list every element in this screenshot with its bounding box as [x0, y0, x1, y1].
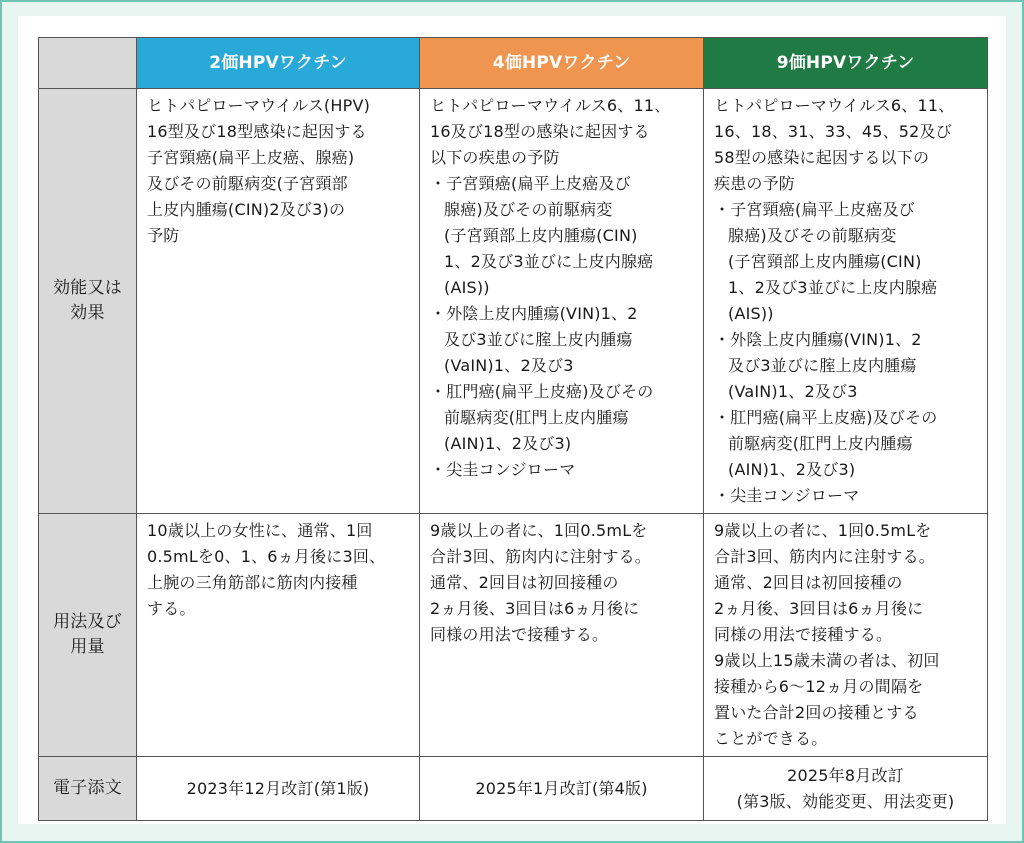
text-line: 子宮頸癌(扁平上皮癌、腺癌)	[147, 148, 355, 167]
bullet-continuation: (AIN)1、2及び3)	[728, 460, 856, 479]
list-item	[714, 405, 979, 483]
text-line: 16、18、31、33、45、52及び	[714, 122, 952, 141]
bullet-continuation: (子宮頸部上皮内腫瘍(CIN)	[444, 226, 638, 245]
package-insert-9valent: 2025年8月改訂 (第3版、効能変更、用法変更)	[704, 757, 988, 821]
bullet-line: ・肛門癌(扁平上皮癌)及びその	[430, 382, 654, 401]
package-insert-2valent: 2023年12月改訂(第1版)	[137, 757, 420, 821]
bullet-continuation: (VaIN)1、2及び3	[728, 382, 858, 401]
dosage-row	[39, 514, 988, 757]
text-line: ヒトパピローマウイルス(HPV)	[147, 96, 371, 115]
text-line: 通常、2回目は初回接種の	[430, 573, 619, 592]
dosage-9valent	[704, 514, 988, 757]
text-line: 10歳以上の女性に、通常、1回	[147, 521, 373, 540]
bullet-continuation: (AIN)1、2及び3)	[444, 434, 572, 453]
text-line: 予防	[147, 226, 180, 245]
bullet-continuation: 腺癌)及びその前駆病変	[728, 226, 897, 245]
bullet-line: ・子宮頸癌(扁平上皮癌及び	[714, 200, 915, 219]
text-line: 通常、2回目は初回接種の	[714, 573, 903, 592]
bullet-line: ・尖圭コンジローマ	[430, 460, 576, 479]
efficacy-label: 効能又は 効果	[39, 89, 137, 514]
bullet-line: ・子宮頸癌(扁平上皮癌及び	[430, 174, 631, 193]
bullet-line: ・尖圭コンジローマ	[714, 486, 860, 505]
header-9valent: 9価HPVワクチン	[704, 38, 988, 89]
bullet-continuation: 1、2及び3並びに上皮内腺癌	[728, 278, 938, 297]
bullet-continuation: (AIS))	[444, 278, 490, 297]
efficacy-4valent-intro	[430, 93, 695, 171]
dosage-label: 用法及び 用量	[39, 514, 137, 757]
header-corner-cell	[39, 38, 137, 89]
package-insert-row	[39, 757, 988, 821]
text-line: 接種から6〜12ヵ月の間隔を	[714, 677, 924, 696]
text-line: 58型の感染に起因する以下の	[714, 148, 930, 167]
dosage-4valent	[420, 514, 704, 757]
text-line: 合計3回、筋肉内に注射する。	[714, 547, 935, 566]
bullet-line: ・肛門癌(扁平上皮癌)及びその	[714, 408, 938, 427]
list-item	[714, 327, 979, 405]
text-line: 以下の疾患の予防	[430, 148, 560, 167]
text-line: する。	[147, 599, 196, 618]
text-line: 同様の用法で接種する。	[430, 625, 609, 644]
text-line: 上腕の三角筋部に筋肉内接種	[147, 573, 358, 592]
text-line: ことができる。	[714, 729, 828, 748]
bullet-line: ・外陰上皮内腫瘍(VIN)1、2	[430, 304, 638, 323]
text-line: 9歳以上の者に、1回0.5mLを	[714, 521, 932, 540]
list-item	[430, 171, 695, 301]
dosage-2valent	[137, 514, 420, 757]
package-insert-label: 電子添文	[39, 757, 137, 821]
text-line: ヒトパピローマウイルス6、11、	[430, 96, 671, 115]
list-item	[430, 301, 695, 379]
text-line: 2ヵ月後、3回目は6ヵ月後に	[714, 599, 924, 618]
text-line: 9歳以上の者に、1回0.5mLを	[430, 521, 648, 540]
list-item	[714, 483, 979, 509]
bullet-continuation: 前駆病変(肛門上皮内腫瘍	[728, 434, 913, 453]
bullet-continuation: 及び3並びに腟上皮内腫瘍	[728, 356, 917, 375]
header-row	[39, 38, 988, 89]
package-insert-4valent: 2025年1月改訂(第4版)	[420, 757, 704, 821]
bullet-continuation: 前駆病変(肛門上皮内腫瘍	[444, 408, 629, 427]
bullet-continuation: (VaIN)1、2及び3	[444, 356, 574, 375]
text-line: 合計3回、筋肉内に注射する。	[430, 547, 651, 566]
efficacy-9valent	[704, 89, 988, 514]
text-line: 同様の用法で接種する。	[714, 625, 893, 644]
list-item	[714, 197, 979, 327]
efficacy-2valent	[137, 89, 420, 514]
bullet-continuation: (AIS))	[728, 304, 774, 323]
header-4valent: 4価HPVワクチン	[420, 38, 704, 89]
list-item	[430, 457, 695, 483]
bullet-continuation: 及び3並びに腟上皮内腫瘍	[444, 330, 633, 349]
text-line: 及びその前駆病変(子宮頸部	[147, 174, 348, 193]
efficacy-row	[39, 89, 988, 514]
text-line: 0.5mLを0、1、6ヵ月後に3回、	[147, 547, 386, 566]
bullet-line: ・外陰上皮内腫瘍(VIN)1、2	[714, 330, 922, 349]
text-line: 9歳以上15歳未満の者は、初回	[714, 651, 940, 670]
text-line: 2ヵ月後、3回目は6ヵ月後に	[430, 599, 640, 618]
bullet-continuation: 1、2及び3並びに上皮内腺癌	[444, 252, 654, 271]
bullet-continuation: (子宮頸部上皮内腫瘍(CIN)	[728, 252, 922, 271]
header-2valent: 2価HPVワクチン	[137, 38, 420, 89]
efficacy-4valent	[420, 89, 704, 514]
text-line: 16型及び18型感染に起因する	[147, 122, 367, 141]
text-line: 疾患の予防	[714, 174, 796, 193]
text-line: 上皮内腫瘍(CIN)2及び3)の	[147, 200, 346, 219]
efficacy-9valent-intro	[714, 93, 979, 197]
text-line: 16及び18型の感染に起因する	[430, 122, 650, 141]
text-line: 置いた合計2回の接種とする	[714, 703, 919, 722]
text-line: ヒトパピローマウイルス6、11、	[714, 96, 955, 115]
hpv-vaccine-comparison-table	[38, 37, 988, 821]
list-item	[430, 379, 695, 457]
bullet-continuation: 腺癌)及びその前駆病変	[444, 200, 613, 219]
